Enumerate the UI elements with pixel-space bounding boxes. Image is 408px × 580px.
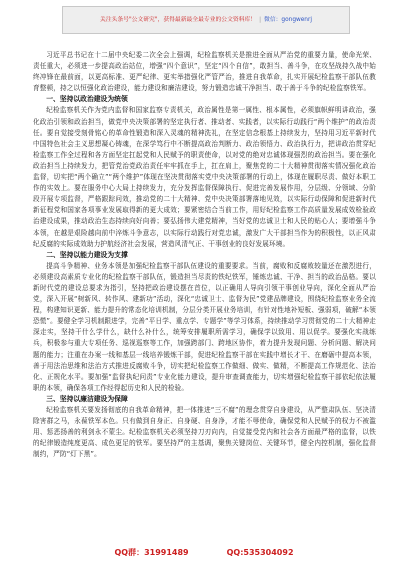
body-paragraph: 习近平总书记在十二届中央纪委二次全会上强调，纪检监察机关是推进全面从严治党的重要力量，使命光荣、责任重大，必须进一步提高政治站位，增强“四个意识”，坚定“四个自信”，敢担当、善斗争，在攻坚战持久战中始终冲锋在最前面，以更高标准、更严纪律、更实举措强化严管严治，推进自我革命，扎实开展纪检监察干部队伍教育整顿，持之以恒强化政治建设，能力建设和廉洁建设，努力锻造忠诚干净担当、敢于善于斗争的纪检监察铁军。 <box>33 51 376 93</box>
section-heading: 一、坚持以政治建设为统领 <box>46 95 128 104</box>
body-paragraph: 提高斗争精神、业务本领是加强纪检监察干部队伍建设的重要要求。当前，腐败和反腐败较量还在激烈进行，必须建设高素质专业化的纪检监察干部队伍，锻造担当尽责的铁纪铁军，锤炼忠诚、干净、担当的政治品格。要以新时代党的建设总要求为指引，坚持把政治建设摆在首位，以正确用人导向引领干事创业导向，深化全面从严治党，深入开展“树新风、转作风、建新功”活动，深化“忠诚卫士、监督为民”党建品牌建设，围绕纪检监察业务全流程，构建知识更新、能力提升的常态化培训机制，分层分类开展业务培训，有针对性地补短板、强弱项，破解“本领恐慌”。要健全学习机制跟进学，完善“平日学、重点学、专题学”等学习体系，持续推动学习贯彻党的二十大精神走深走实，坚持干什么学什么，缺什么补什么，统筹安排履职所需学习，确保学以致用、用以促学。要强化实战练兵，积极参与重大专项任务、巡视巡察等工作，加强跨部门、跨地区协作，着力提升发现问题、分析问题、解决问题的能力；注重在办案一线和基层一线培养锻炼干部，促进纪检监察干部在实践中增长才干、在磨砺中提高本领，善于用法治思维和法治方式推进反腐败斗争，切实把纪检监察工作做细、做实、做精，不断提高工作规范化、法治化、正规化水平。要加强“监督执纪问责”专业化能力建设，提升审查调查能力，切实增强纪检监察干部依纪依法履职的本领，确保各项工作经得起历史和人民的检验。 <box>33 261 376 392</box>
wechat-id: 微信：gongwenrj <box>264 17 312 23</box>
section-heading: 三、坚持以廉洁建设为保障 <box>46 394 128 403</box>
document-body <box>33 50 376 460</box>
separator: | <box>259 17 262 23</box>
footer-contact <box>0 547 408 559</box>
qq-group: QQ群：31991489 <box>114 548 189 557</box>
body-paragraph: 纪检监察机关要发扬彻底的自我革命精神，把一体推进“三不腐”的理念贯穿自身建设，从严整肃队伍、坚决清除害群之马，永葆铁军本色。只有做到自身正、自身硬、自身净，才能不辱使命，确保党和人民赋予的权力不被滥用、惩恶扬善的利剑永不蒙尘。纪检监察机关必须坚持刀刃向内，自觉接受党内和社会各方面最严格的监督，以铁的纪律锻造纯度更高、成色更足的铁军。要坚持严的主基调，聚焦关键岗位、关键环节，健全内控机制，强化监督制约，严防“灯下黑”。 <box>33 406 376 459</box>
promo-text: 关注头条号"公文研究"，获得最新最全最专业的公文资料库！ <box>100 17 257 23</box>
qq-number: QQ:535304092 <box>226 548 294 557</box>
section-heading: 二、坚持以能力建设为支撑 <box>46 250 128 259</box>
promo-banner-text <box>100 16 312 24</box>
promo-banner[interactable] <box>62 6 350 34</box>
body-paragraph: 纪检监察机关作为党内监督和国家监察专责机关，政治属性是第一属性、根本属性，必须旗帜鲜明讲政治，强化政治引领和政治担当，做党中央决策部署的坚定执行者、推动者、实践者，以实际行动践行“两个维护”的政治责任。要自觉接受刻骨铭心的革命性锻造和深入灵魂的精神洗礼，在坚定信念根基上持续发力，坚持用习近平新时代中国特色社会主义思想凝心铸魂，在深学笃行中不断提高政治判断力、政治领悟力、政治执行力，把讲政治贯穿纪检监察工作全过程和各方面坚定扛起党和人民赋予的职责使命，以对党的绝对忠诚体现强烈的政治担当。要在强化政治担当上持续发力，把管党治党政治责任牢牢抓在手上，扛在肩上，聚焦党的二十大精神贯彻落实情况强化政治监督，切实把“两个确立”“两个维护”体现在坚决贯彻落实党中央决策部署的行动上，体现在履职尽责、做好本职工作的实效上。要在服务中心大局上持续发力，充分发挥监督保障执行、促进完善发展作用，分层级、分领域、分阶段开展专项监督，严格跟踪问效，推动党的二十大精神、党中央决策部署落地见效，以实际行动保障和促进新时代新征程党和国家各项事业发展取得新的更大成效；要紧密结合当前工作，用好纪检监察工作高质量发展成效检验政治建设成果，推动政治生态持续向好向善；要弘扬伟大建党精神，当好党的忠诚卫士和人民的贴心人；要增强斗争本领，在越是艰险越向前中淬炼斗争意志，以实际行动践行对党忠诚，激发广大干部担当作为的积极性，以正风肃纪反腐的实际成效助力护航经济社会发展，营造风清气正、干事创业的良好发展环境。 <box>33 106 376 248</box>
